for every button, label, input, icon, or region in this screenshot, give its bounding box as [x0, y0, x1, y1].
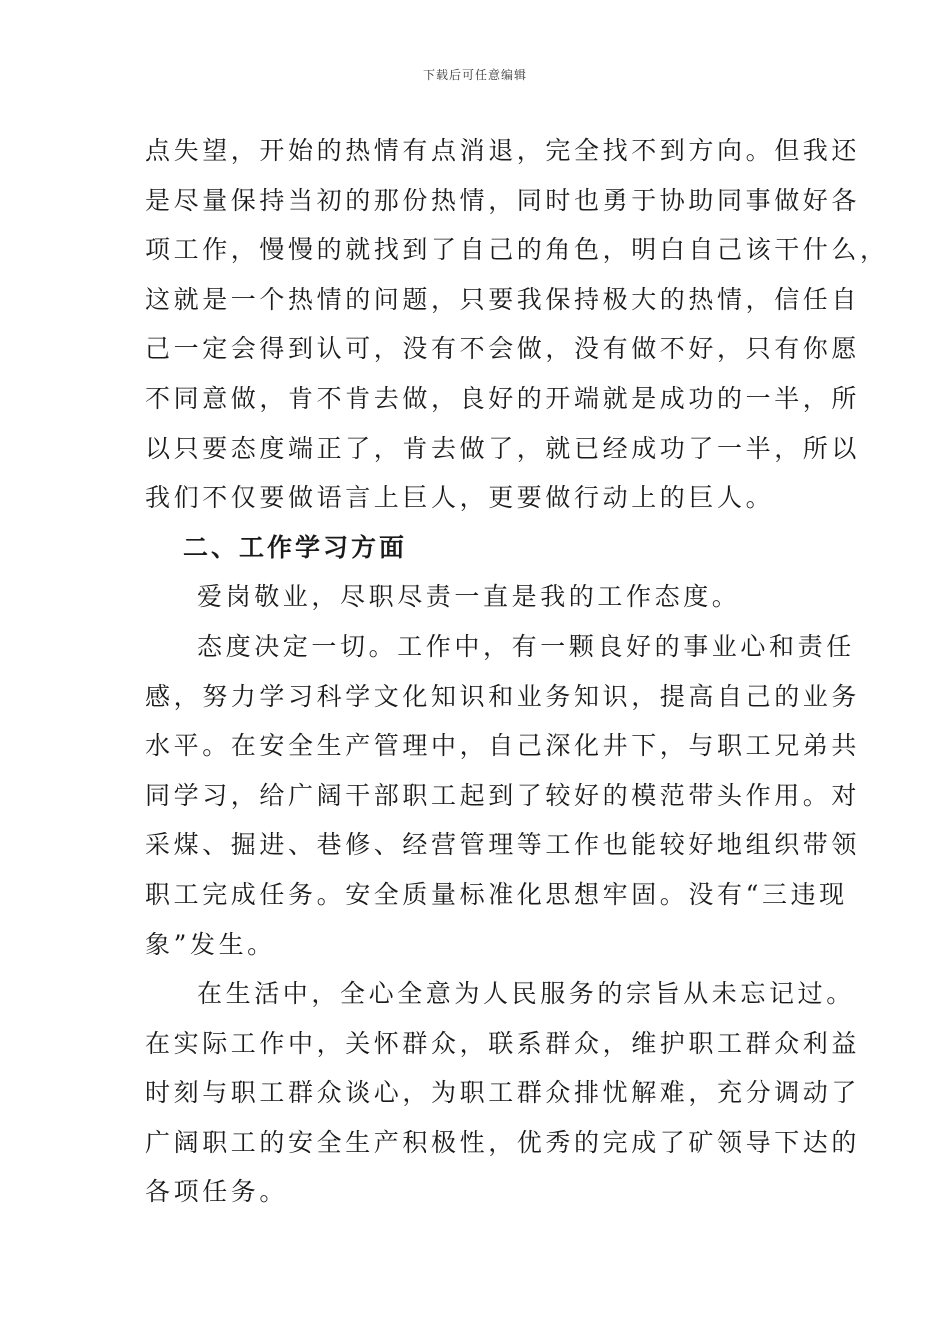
- text-line: 态度决定一切。工作中，有一颗良好的事业心和责任: [197, 631, 855, 661]
- text-line: 在生活中，全心全意为人民服务的宗旨从未忘记过。: [197, 979, 855, 1009]
- text-line: 项工作，慢慢的就找到了自己的角色，明白自己该干什么，: [145, 235, 889, 265]
- text-line: 在实际工作中，关怀群众，联系群众，维护职工群众利益: [145, 1028, 861, 1058]
- text-line: 爱岗敬业，尽职尽责一直是我的工作态度。: [197, 582, 741, 612]
- text-line: 广阔职工的安全生产积极性，优秀的完成了矿领导下达的: [145, 1127, 861, 1157]
- section-heading: 二、工作学习方面: [183, 532, 408, 562]
- text-line: 不同意做，肯不肯去做，良好的开端就是成功的一半，所: [145, 383, 861, 413]
- text-line: 象”发生。: [145, 929, 276, 959]
- text-line: 采煤、掘进、巷修、经营管理等工作也能较好地组织带领: [145, 830, 861, 860]
- text-line: 以只要态度端正了，肯去做了，就已经成功了一半，所以: [145, 433, 861, 463]
- page-header: 下载后可任意编辑: [422, 68, 527, 82]
- text-line: 己一定会得到认可，没有不会做，没有做不好，只有你愿: [145, 334, 861, 364]
- text-line: 各项任务。: [145, 1177, 289, 1207]
- text-line: 时刻与职工群众谈心，为职工群众排忧解难，充分调动了: [145, 1078, 861, 1108]
- text-line: 我们不仅要做语言上巨人，更要做行动上的巨人。: [145, 483, 775, 513]
- text-line: 这就是一个热情的问题，只要我保持极大的热情，信任自: [145, 284, 861, 314]
- text-line: 点失望，开始的热情有点消退，完全找不到方向。但我还: [145, 136, 861, 165]
- text-line: 感，努力学习科学文化知识和业务知识，提高自己的业务: [145, 681, 861, 711]
- text-line: 是尽量保持当初的那份热情，同时也勇于协助同事做好各: [145, 185, 861, 215]
- text-line: 职工完成任务。安全质量标准化思想牢固。没有“三违现: [145, 879, 848, 909]
- document-body: [145, 126, 889, 1217]
- text-line: 同学习，给广阔干部职工起到了较好的模范带头作用。对: [145, 780, 861, 810]
- text-line: 水平。在安全生产管理中，自己深化井下，与职工兄弟共: [145, 731, 861, 761]
